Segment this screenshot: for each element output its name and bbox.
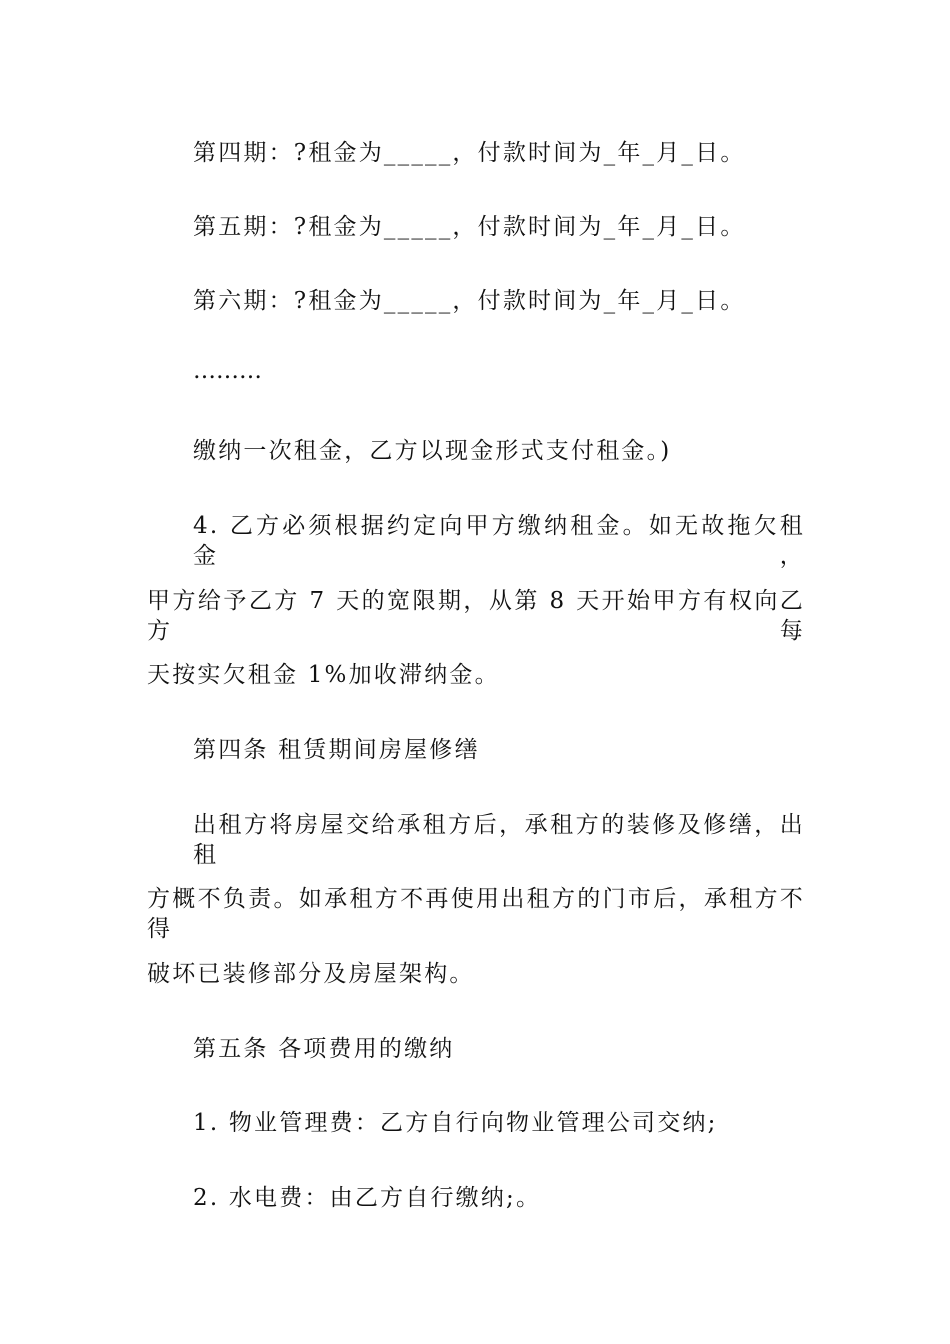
clause-4-line-1: 4. 乙方必须根据约定向甲方缴纳租金。如无故拖欠租金， <box>193 513 805 569</box>
installment-5-line: 第五期：?租金为_____，付款时间为_年_月_日。 <box>193 214 746 240</box>
article-4-para-line-2: 方概不负责。如承租方不再使用出租方的门市后，承租方不得 <box>147 886 805 942</box>
installment-6-line: 第六期：?租金为_____，付款时间为_年_月_日。 <box>193 288 746 314</box>
property-fee-item: 1. 物业管理费：乙方自行向物业管理公司交纳; <box>193 1110 718 1136</box>
utility-fee-item: 2. 水电费：由乙方自行缴纳;。 <box>193 1185 542 1211</box>
installment-4-line: 第四期：?租金为_____，付款时间为_年_月_日。 <box>193 140 746 166</box>
clause-4-line-3: 天按实欠租金 1%加收滞纳金。 <box>147 662 500 688</box>
ellipsis-line: ……… <box>193 358 262 384</box>
article-4-para-line-1: 出租方将房屋交给承租方后，承租方的装修及修缮，出租 <box>193 812 805 868</box>
clause-4-line-2: 甲方给予乙方 7 天的宽限期，从第 8 天开始甲方有权向乙方每 <box>147 588 805 644</box>
article-4-para-line-3: 破坏已装修部分及房屋架构。 <box>147 961 475 987</box>
article-5-heading: 第五条 各项费用的缴纳 <box>193 1036 455 1062</box>
payment-method-line: 缴纳一次租金，乙方以现金形式支付租金。) <box>193 438 672 464</box>
article-4-heading: 第四条 租赁期间房屋修缮 <box>193 737 480 763</box>
